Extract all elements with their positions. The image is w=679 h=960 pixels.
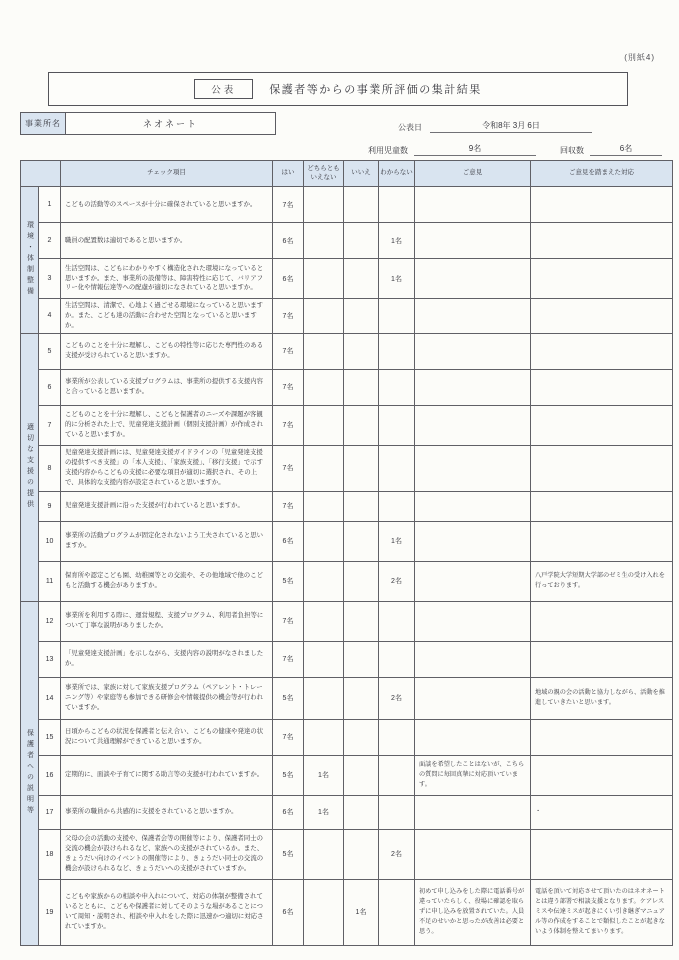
table-row bbox=[21, 223, 673, 259]
row-number: 7 bbox=[39, 405, 61, 445]
collected-count-label: 回収数 bbox=[560, 146, 584, 155]
table-row bbox=[21, 299, 673, 334]
count-unknown: 1名 bbox=[379, 259, 415, 299]
response-text bbox=[531, 299, 673, 334]
count-no bbox=[344, 491, 379, 521]
question-text: 事業所では、家族に対して家族支援プログラム（ペアレント・トレーニング等）や家庭等も参加できる研修会や情報提供の機会等が行われていますか。 bbox=[61, 677, 273, 719]
count-neither bbox=[304, 829, 344, 879]
count-no bbox=[344, 259, 379, 299]
comment-text bbox=[415, 561, 531, 601]
comment-text: 面談を希望したことはないが、こちらの質問に毎回真摯に対応頂いています。 bbox=[415, 755, 531, 795]
response-text bbox=[531, 333, 673, 369]
count-neither bbox=[304, 299, 344, 334]
response-text bbox=[531, 755, 673, 795]
question-text: 「児童発達支援計画」を示しながら、支援内容の説明がなされましたか。 bbox=[61, 641, 273, 677]
response-text bbox=[531, 187, 673, 223]
response-text: ・ bbox=[531, 795, 673, 829]
count-no bbox=[344, 299, 379, 334]
count-yes: 7名 bbox=[273, 491, 304, 521]
row-number: 18 bbox=[39, 829, 61, 879]
response-text bbox=[531, 829, 673, 879]
table-row bbox=[21, 333, 673, 369]
question-text: 定期的に、面談や子育てに関する助言等の支援が行われていますか。 bbox=[61, 755, 273, 795]
count-no bbox=[344, 829, 379, 879]
count-yes: 6名 bbox=[273, 223, 304, 259]
table-header-row bbox=[21, 161, 673, 187]
evaluation-table bbox=[20, 160, 673, 946]
count-yes: 7名 bbox=[273, 333, 304, 369]
row-number: 8 bbox=[39, 445, 61, 491]
count-unknown bbox=[379, 641, 415, 677]
response-text: 八戸学院大学短期大学部のゼミ生の受け入れを行っております。 bbox=[531, 561, 673, 601]
count-no bbox=[344, 405, 379, 445]
table-row bbox=[21, 829, 673, 879]
question-text: こどものことを十分に理解し、こどもと保護者のニーズや課題が客観的に分析された上で、児童発達支援計画（個別支援計画）が作成されていると思いますか。 bbox=[61, 405, 273, 445]
row-number: 1 bbox=[39, 187, 61, 223]
response-text bbox=[531, 601, 673, 641]
question-text: 事業所の活動プログラムが固定化されないよう工夫されていると思いますか。 bbox=[61, 521, 273, 561]
comment-text bbox=[415, 521, 531, 561]
count-neither bbox=[304, 405, 344, 445]
count-neither bbox=[304, 259, 344, 299]
response-text bbox=[531, 369, 673, 405]
table-row bbox=[21, 755, 673, 795]
count-unknown bbox=[379, 879, 415, 945]
comment-text bbox=[415, 405, 531, 445]
count-neither bbox=[304, 561, 344, 601]
evaluation-table-wrap bbox=[20, 160, 673, 946]
count-no bbox=[344, 641, 379, 677]
comment-text bbox=[415, 223, 531, 259]
count-neither bbox=[304, 879, 344, 945]
count-no bbox=[344, 223, 379, 259]
response-text bbox=[531, 445, 673, 491]
count-no bbox=[344, 677, 379, 719]
count-no bbox=[344, 561, 379, 601]
question-text: 生活空間は、清潔で、心地よく過ごせる環境になっていると思いますか。また、こども達の活動に合わせた空間となっていると思いますか。 bbox=[61, 299, 273, 334]
question-text: 保育所や認定こども園、幼稚園等との交流や、その他地域で他のこどもと活動する機会がありますか。 bbox=[61, 561, 273, 601]
children-count-value: 9名 bbox=[414, 143, 536, 156]
table-row bbox=[21, 369, 673, 405]
count-yes: 5名 bbox=[273, 755, 304, 795]
count-neither bbox=[304, 521, 344, 561]
question-text: こどもの活動等のスペースが十分に確保されていると思いますか。 bbox=[61, 187, 273, 223]
question-text: 日頃からこどもの状況を保護者と伝え合い、こどもの健康や発達の状況について共通理解ができていると思いますか。 bbox=[61, 719, 273, 755]
count-yes: 5名 bbox=[273, 677, 304, 719]
count-yes: 5名 bbox=[273, 561, 304, 601]
publish-date-row bbox=[398, 120, 592, 133]
row-number: 4 bbox=[39, 299, 61, 334]
table-row bbox=[21, 677, 673, 719]
count-unknown bbox=[379, 445, 415, 491]
count-unknown bbox=[379, 405, 415, 445]
count-yes: 5名 bbox=[273, 829, 304, 879]
count-unknown bbox=[379, 755, 415, 795]
comment-text bbox=[415, 719, 531, 755]
row-number: 2 bbox=[39, 223, 61, 259]
response-text bbox=[531, 641, 673, 677]
count-neither bbox=[304, 187, 344, 223]
question-text: 事業所が公表している支援プログラムは、事業所の提供する支援内容と合っていると思いますか。 bbox=[61, 369, 273, 405]
count-yes: 7名 bbox=[273, 369, 304, 405]
count-no bbox=[344, 719, 379, 755]
count-neither bbox=[304, 719, 344, 755]
row-number: 11 bbox=[39, 561, 61, 601]
count-unknown bbox=[379, 333, 415, 369]
count-no bbox=[344, 445, 379, 491]
header-unknown: わからない bbox=[379, 161, 415, 187]
count-no bbox=[344, 187, 379, 223]
header-category bbox=[21, 161, 61, 187]
count-unknown: 2名 bbox=[379, 561, 415, 601]
count-yes: 7名 bbox=[273, 719, 304, 755]
attachment-number-note: (別紙4) bbox=[624, 53, 655, 62]
count-unknown: 1名 bbox=[379, 521, 415, 561]
count-neither bbox=[304, 641, 344, 677]
count-unknown bbox=[379, 719, 415, 755]
table-row bbox=[21, 879, 673, 945]
question-text: 児童発達支援計画に沿った支援が行われていると思いますか。 bbox=[61, 491, 273, 521]
table-row bbox=[21, 445, 673, 491]
count-unknown bbox=[379, 491, 415, 521]
question-text: 児童発達支援計画には、児童発達支援ガイドラインの「児童発達支援の提供すべき支援」の「本人支援」、「家族支援」、「移行支援」で示す支援内容からこどもの支援に必要な項目が適切に選択され、その上で、具体的な支援内容が設定されていると思いますか。 bbox=[61, 445, 273, 491]
collected-count-value: 6名 bbox=[590, 143, 662, 156]
row-number: 6 bbox=[39, 369, 61, 405]
document-title-box bbox=[48, 72, 628, 106]
count-no bbox=[344, 795, 379, 829]
row-number: 9 bbox=[39, 491, 61, 521]
children-count-label: 利用児童数 bbox=[368, 146, 408, 155]
header-response: ご意見を踏まえた対応 bbox=[531, 161, 673, 187]
count-unknown bbox=[379, 299, 415, 334]
comment-text bbox=[415, 299, 531, 334]
comment-text bbox=[415, 829, 531, 879]
count-no bbox=[344, 333, 379, 369]
question-text: 父母の会の活動の支援や、保護者会等の開催等により、保護者同士の交流の機会が設けられるなど、家族への支援がされているか。また、きょうだい向けのイベントの開催等により、きょうだい同士の交流の機会が設けられるなど、きょうだいへの支援がされていますか。 bbox=[61, 829, 273, 879]
table-row bbox=[21, 719, 673, 755]
comment-text bbox=[415, 369, 531, 405]
publish-date-label: 公表日 bbox=[398, 123, 422, 132]
count-yes: 6名 bbox=[273, 795, 304, 829]
table-row bbox=[21, 187, 673, 223]
count-neither bbox=[304, 601, 344, 641]
comment-text bbox=[415, 641, 531, 677]
count-neither bbox=[304, 333, 344, 369]
count-yes: 7名 bbox=[273, 187, 304, 223]
count-unknown: 2名 bbox=[379, 829, 415, 879]
count-yes: 7名 bbox=[273, 445, 304, 491]
response-text: 地域の親の会の活動と協力しながら、活動を推進していきたいと思います。 bbox=[531, 677, 673, 719]
comment-text bbox=[415, 445, 531, 491]
counts-row bbox=[368, 143, 662, 156]
category-label: 環境・体制整備 bbox=[21, 187, 39, 334]
response-text bbox=[531, 491, 673, 521]
question-text: 事業所を利用する際に、運営規程、支援プログラム、利用者負担等について丁寧な説明がありましたか。 bbox=[61, 601, 273, 641]
office-name-label: 事業所名 bbox=[20, 112, 66, 135]
count-neither bbox=[304, 223, 344, 259]
comment-text bbox=[415, 677, 531, 719]
row-number: 14 bbox=[39, 677, 61, 719]
count-neither: 1名 bbox=[304, 795, 344, 829]
row-number: 12 bbox=[39, 601, 61, 641]
header-no: いいえ bbox=[344, 161, 379, 187]
table-row bbox=[21, 641, 673, 677]
response-text bbox=[531, 521, 673, 561]
count-unknown bbox=[379, 601, 415, 641]
count-unknown bbox=[379, 187, 415, 223]
header-neither: どちらとも いえない bbox=[304, 161, 344, 187]
comment-text: 初めて申し込みをした際に電話番号が違っていたらしく、役場に確認を取らずに申し込みを放置されていた。人員不足のせいかと思ったが改善は必要と思う。 bbox=[415, 879, 531, 945]
count-no bbox=[344, 755, 379, 795]
response-text bbox=[531, 405, 673, 445]
table-row bbox=[21, 601, 673, 641]
question-text: 事業所の職員から共感的に支援をされていると思いますか。 bbox=[61, 795, 273, 829]
question-text: こどもや家族からの相談や申入れについて、対応の体制が整備されているとともに、こどもや保護者に対してそのような場があることについて周知・説明され、相談や申入れをした際に迅速かつ適切に対応されていますか。 bbox=[61, 879, 273, 945]
count-neither bbox=[304, 491, 344, 521]
count-unknown: 1名 bbox=[379, 223, 415, 259]
publish-badge: 公表 bbox=[194, 79, 253, 99]
row-number: 19 bbox=[39, 879, 61, 945]
count-yes: 7名 bbox=[273, 299, 304, 334]
table-row bbox=[21, 491, 673, 521]
comment-text bbox=[415, 491, 531, 521]
page-title: 保護者等からの事業所評価の集計結果 bbox=[269, 84, 482, 96]
comment-text bbox=[415, 601, 531, 641]
office-name-row bbox=[20, 112, 276, 135]
count-yes: 6名 bbox=[273, 521, 304, 561]
table-row bbox=[21, 405, 673, 445]
category-label: 保護者への説明等 bbox=[21, 601, 39, 945]
header-yes: はい bbox=[273, 161, 304, 187]
table-row bbox=[21, 521, 673, 561]
count-no bbox=[344, 521, 379, 561]
question-text: 生活空間は、こどもにわかりやすく構造化された環境になっていると思いますか。また、事業所の設備等は、障害特性に応じて、バリアフリー化や情報伝達等への配慮が適切になされていると思いますか。 bbox=[61, 259, 273, 299]
office-name-value: ネオネート bbox=[66, 112, 276, 135]
count-no: 1名 bbox=[344, 879, 379, 945]
count-no bbox=[344, 369, 379, 405]
response-text bbox=[531, 259, 673, 299]
count-unknown: 2名 bbox=[379, 677, 415, 719]
question-text: 職員の配置数は適切であると思いますか。 bbox=[61, 223, 273, 259]
comment-text bbox=[415, 187, 531, 223]
count-neither bbox=[304, 445, 344, 491]
row-number: 3 bbox=[39, 259, 61, 299]
response-text bbox=[531, 719, 673, 755]
count-unknown bbox=[379, 369, 415, 405]
table-row bbox=[21, 561, 673, 601]
count-yes: 7名 bbox=[273, 641, 304, 677]
response-text: 電話を頂いて対応させて頂いたのはネオネートとは違う部署で相談支援となります。ケアレスミスや伝達ミスが起きにくい引き継ぎマニュアル等の作成をすることで類似したことが起きないよう体制を整えてまいります。 bbox=[531, 879, 673, 945]
count-neither bbox=[304, 677, 344, 719]
table-row bbox=[21, 795, 673, 829]
header-comment: ご意見 bbox=[415, 161, 531, 187]
comment-text bbox=[415, 333, 531, 369]
table-row bbox=[21, 259, 673, 299]
count-yes: 6名 bbox=[273, 879, 304, 945]
row-number: 5 bbox=[39, 333, 61, 369]
row-number: 10 bbox=[39, 521, 61, 561]
publish-date-value: 令和8年 3月 6日 bbox=[430, 120, 592, 133]
count-unknown bbox=[379, 795, 415, 829]
response-text bbox=[531, 223, 673, 259]
category-label: 適切な支援の提供 bbox=[21, 333, 39, 601]
question-text: こどものことを十分に理解し、こどもの特性等に応じた専門性のある支援が受けられていると思いますか。 bbox=[61, 333, 273, 369]
count-neither bbox=[304, 369, 344, 405]
header-check-item: チェック項目 bbox=[61, 161, 273, 187]
row-number: 13 bbox=[39, 641, 61, 677]
count-yes: 7名 bbox=[273, 601, 304, 641]
row-number: 15 bbox=[39, 719, 61, 755]
count-yes: 6名 bbox=[273, 259, 304, 299]
row-number: 17 bbox=[39, 795, 61, 829]
comment-text bbox=[415, 259, 531, 299]
count-neither: 1名 bbox=[304, 755, 344, 795]
comment-text bbox=[415, 795, 531, 829]
count-yes: 7名 bbox=[273, 405, 304, 445]
count-no bbox=[344, 601, 379, 641]
row-number: 16 bbox=[39, 755, 61, 795]
